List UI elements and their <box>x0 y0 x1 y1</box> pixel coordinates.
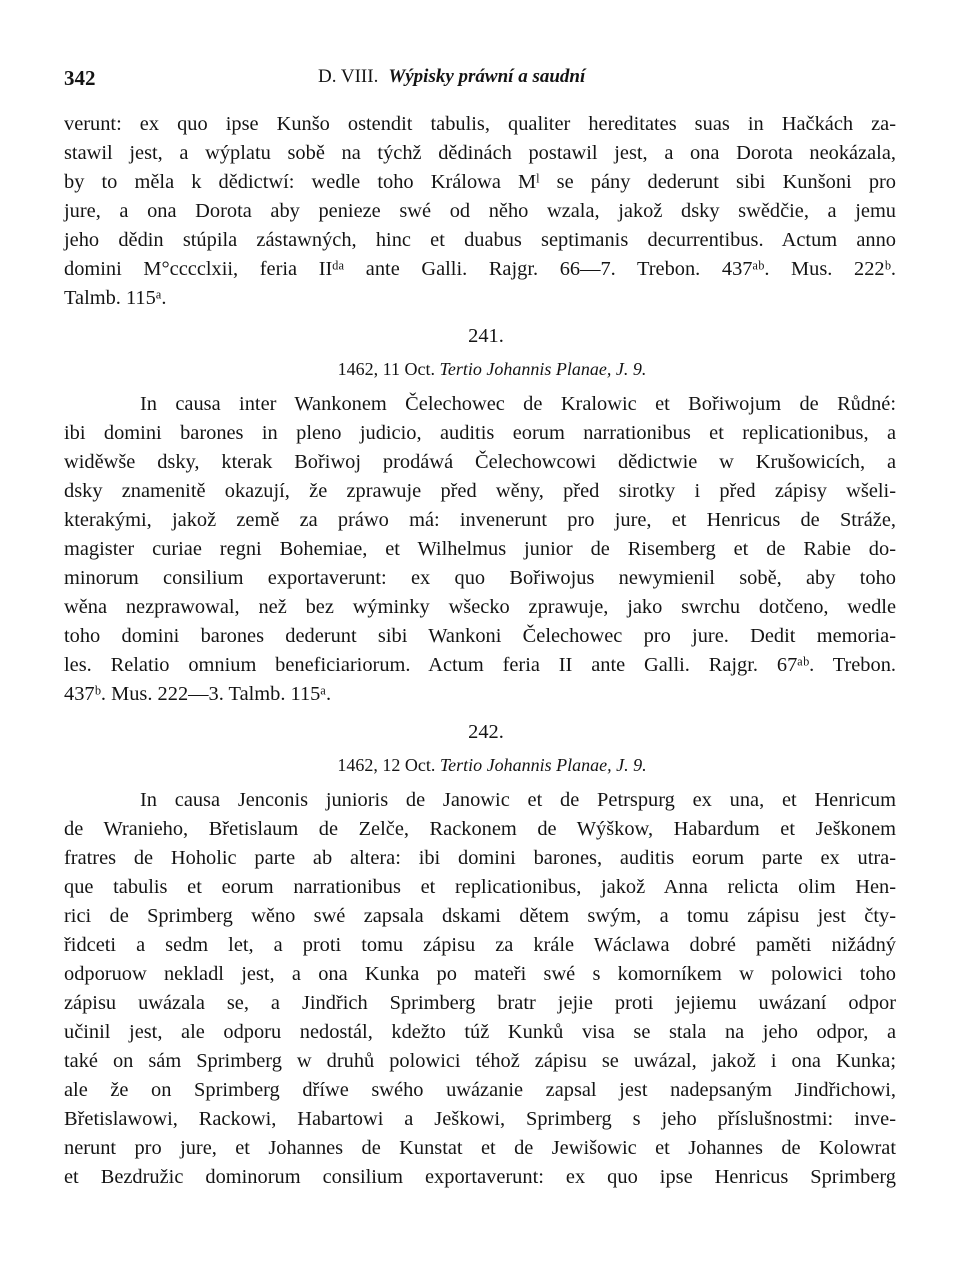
text-line: také on sám Sprimberg w druhů polowici téhož zápisu se uwázal, jakož i ona Kunka; <box>64 1050 896 1072</box>
text-line: minorum consilium exportaverunt: ex quo Bořiwojus newymienil sobě, aby toho <box>64 567 896 589</box>
text-line: fratres de Hoholic parte ab altera: ibi domini barones, auditis eorum parte ex utra- <box>64 847 896 869</box>
text-line: rici de Sprimberg wěno swé zapsala dskami dětem swým, a tomu zápisu jest čty- <box>64 905 896 927</box>
text-line: toho domini barones dederunt sibi Wankoni Čelechowec pro jure. Dedit memoria- <box>64 625 896 647</box>
entry-date <box>64 356 896 383</box>
text-line: verunt: ex quo ipse Kunšo ostendit tabulis, qualiter hereditates suas in Hačkách za- <box>64 113 896 135</box>
section-heading <box>318 66 585 88</box>
section-label: D. VIII. <box>318 66 379 87</box>
text-line: jure, a ona Dorota aby penieze swé od něho wzala, jakož dsky swědčie, a jemu <box>64 200 896 222</box>
text-line: magister curiae regni Bohemiae, et Wilhelmus junior de Risemberg et de Rabie do- <box>64 538 896 560</box>
text-line: nerunt pro jure, et Johannes de Kunstat et de Jewišowic et Johannes de Kolowrat <box>64 1137 896 1159</box>
text-line: dsky znamenitě okazují, že zprawuje před wěny, před sirotky i před zápisy wšeli- <box>64 480 896 502</box>
text-line: učinil jest, ale odporu nedostál, kdežto túž Kunků visa se stala na jeho odpor, a <box>64 1021 896 1043</box>
page-number: 342 <box>64 66 96 90</box>
entry-feast: Tertio Johannis Planae, J. 9. <box>439 755 647 775</box>
section-title: Wýpisky práwní a saudní <box>388 66 586 87</box>
entry-date <box>64 752 896 779</box>
text-line: zápisu uwázala se, a Jindřich Sprimberg bratr jejie proti jejiemu uwázaní odpor <box>64 992 896 1014</box>
entry-date-value: 1462, 12 Oct. <box>337 755 436 775</box>
text-line: domini M°cccclxii, feria IIᵈᵃ ante Galli. Rajgr. 66—7. Trebon. 437ᵃᵇ. Mus. 222ᵇ. <box>64 258 896 280</box>
entry-number: 241. <box>468 325 504 347</box>
text-line: by to měla k dědictwí: wedle toho Králowa Mˡ se pány dederunt sibi Kunšoni pro <box>64 171 896 193</box>
entry-feast: Tertio Johannis Planae, J. 9. <box>439 359 647 379</box>
text-line: et Bezdružic dominorum consilium exportaverunt: ex quo ipse Henricus Sprimberg <box>64 1166 896 1188</box>
text-line: que tabulis et eorum narrationibus et replicationibus, jakož Anna relicta olim Hen- <box>64 876 896 898</box>
entry-date-value: 1462, 11 Oct. <box>337 359 435 379</box>
text-line: ale že on Sprimberg dříwe swého uwázanie zapsal jest nadepsaným Jindřichowi, <box>64 1079 896 1101</box>
text-line: les. Relatio omnium beneficiariorum. Actum feria II ante Galli. Rajgr. 67ᵃᵇ. Trebon. <box>64 654 896 676</box>
text-line: widěwše dsky, kterak Bořiwoj prodáwá Čelechowcowi dědictwie w Krušowicích, a <box>64 451 896 473</box>
text-line: kterakými, jakož země za práwo má: invenerunt pro jure, et Henricus de Stráže, <box>64 509 896 531</box>
text-line: wěna nezprawowal, než bez wýminky wšecko zprawuje, jako swrchu dotčeno, wedle <box>64 596 896 618</box>
text-line: In causa Jenconis junioris de Janowic et de Petrspurg ex una, et Henricum <box>140 789 896 811</box>
text-line: odporuow nekladl jest, a ona Kunka po mateři swé s komorníkem w polowici toho <box>64 963 896 985</box>
text-line: In causa inter Wankonem Čelechowec de Kralowic et Bořiwojum de Růdné: <box>140 393 896 415</box>
entry-paragraph <box>64 390 896 709</box>
text-line: stawil jest, a wýplatu sobě na týchž dědinách postawil jest, a ona Dorota neokázala, <box>64 142 896 164</box>
text-line: ibi domini barones in pleno judicio, auditis eorum narrationibus et replicationibus, a <box>64 422 896 444</box>
running-header <box>64 58 896 92</box>
text-line: Talmb. 115ᵃ. <box>64 287 167 309</box>
entry-number: 242. <box>468 721 504 743</box>
text-line: Břetislawowi, Rackowi, Habartowi a Ješkowi, Sprimberg s jeho příslušnostmi: inve- <box>64 1108 896 1130</box>
text-line: jeho dědin stúpila zástawných, hinc et duabus septimanis decurrentibus. Actum anno <box>64 229 896 251</box>
text-line: de Wranieho, Břetislaum de Zelče, Rackonem de Wýškow, Habardum et Ješkonem <box>64 818 896 840</box>
text-line: řidceti a sedm let, a proti tomu zápisu za krále Wáclawa dobré paměti nižádný <box>64 934 896 956</box>
text-line: 437ᵇ. Mus. 222—3. Talmb. 115ᵃ. <box>64 683 332 705</box>
document-page <box>64 58 896 1192</box>
entry-paragraph <box>64 786 896 1192</box>
intro-paragraph <box>64 110 896 313</box>
